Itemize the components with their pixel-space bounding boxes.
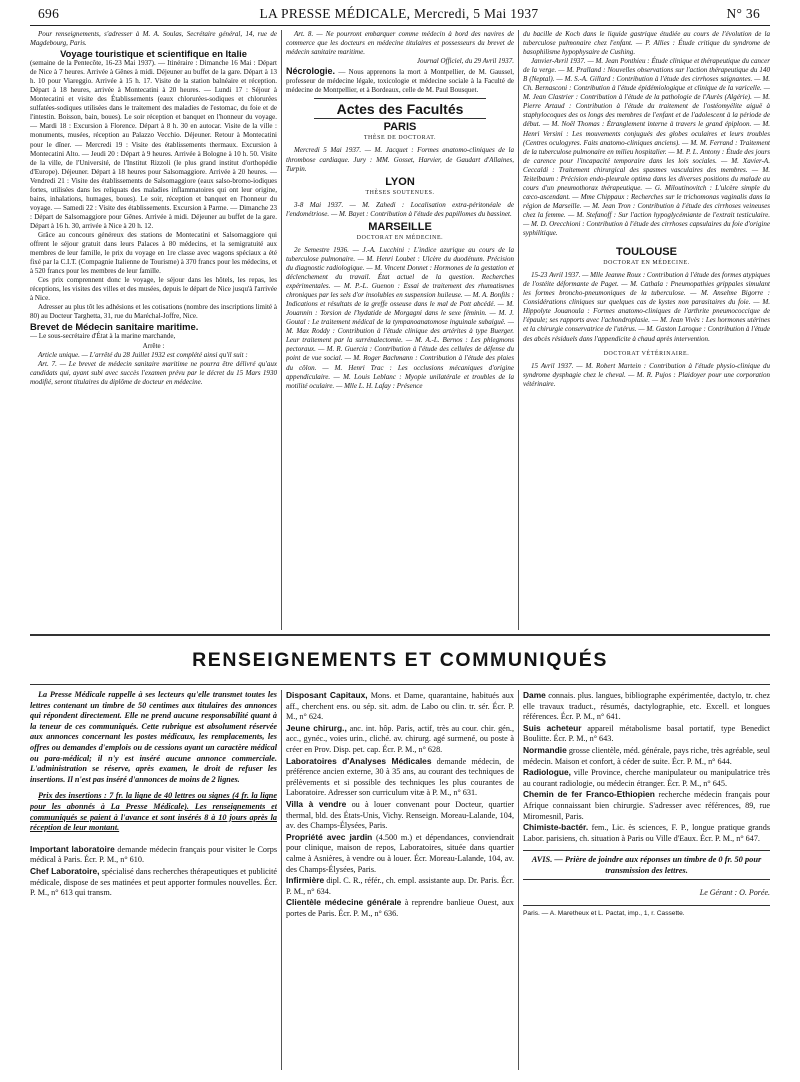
classified-ad: Important laboratoire demande médecin français pour visiter le Corps médical à Paris. Écr. P. M., n° 610. bbox=[30, 843, 277, 865]
section-banner: RENSEIGNEMENTS ET COMMUNIQUÉS bbox=[192, 649, 608, 671]
column-1 bbox=[30, 30, 277, 630]
classified-ad: Propriété avec jardin (4.500 m.) et dépendances, conviendrait pour clinique, maison de repos, Laboratoires, située dans quartier calme à Asnières, à vendre ou à louer. Écr. Moreau-Lalande, 104, av. des Champs-Élysées, Paris. bbox=[286, 831, 514, 874]
paragraph: Art. 7. — Le brevet de médecin sanitaire maritime ne pourra être délivré qu'aux candidats qui, ayant subi avec succès l'examen prévu par le décret du 15 Mars 1930 modifié, seront titulaires du diplôme de docteur en médecine. bbox=[30, 359, 277, 386]
section-title: Actes des Facultés bbox=[336, 101, 464, 118]
subheading: THÈSE DE DOCTORAT. bbox=[363, 135, 437, 142]
classified-ad: Chef Laboratoire, spécialisé dans recherches thérapeutiques et publicité médicale, dispose de ses matinées et peut apporter formules nouvelles. Écr. P. M., n° 613 qui transm. bbox=[30, 865, 277, 898]
classified-ad: Radiologue, ville Province, cherche manipulateur ou manipulatrice très au courant radiologie, ou médecin étranger. Écr. P. M., n° 645. bbox=[523, 767, 770, 788]
paragraph: — Le sous-secrétaire d'État à la marine marchande, bbox=[30, 332, 176, 341]
classified-ad: Chemin de fer Franco-Ethiopien recherche médecin français pour Afrique connaissant bien chirurgie. S'adresser avec références, 89, rue Miromesnil, Paris. bbox=[523, 789, 770, 821]
subheading: DOCTORAT EN MÉDECINE. bbox=[603, 260, 690, 267]
paragraph: Grâce au concours généreux des stations de Montecatini et Salsomaggiore qui offrent le séjour gratuit dans leurs Palaces à 80 médecins, et la semigratuité aux membres de leur famille, le prix du voyage en 1re classe avec wagons spéciaux a été fixé par la C.I.T. (Compagnie Italienne de Tourisme) à 370 francs pour les médecins, et à 520 francs pour les membres de leur famille. bbox=[30, 230, 277, 276]
paragraph: Mercredi 5 Mai 1937. — M. Jacquet : Formes anatomo-cliniques de la thrombose cardiaque. Jury : MM. Gosset, Harvier, de Gaudart d'Allaines, Turpin. bbox=[286, 146, 514, 173]
paragraph: — Nous apprenons la mort à Montpellier, de M. Gaussel, professeur de médecine légale, toxicologie et médecine sociale à la Faculté de médecine de Montpellier, et à Bordeaux, celle de M. Paul Bousquet. bbox=[286, 68, 514, 95]
classified-ad: Disposant Capitaux, Mons. et Dame, quarantaine, habitués aux aff., cherchent ens. ou sép. sit. adm. de Labo ou clin. tr. sér. Écr. P. M., n° 624. bbox=[286, 690, 514, 722]
paragraph: Pour renseignements, s'adresser à M. A. Soulas, Secrétaire général, 14, rue de Magdebourg, Paris. bbox=[30, 30, 277, 48]
divider bbox=[314, 118, 486, 119]
ads-column-3 bbox=[523, 690, 770, 1070]
notice-intro: La Presse Médicale rappelle à ses lecteurs qu'elle transmet toutes les lettres contenant un timbre de 50 centimes aux titulaires des annonces qui répondent directement. Elle ne prend aucune responsabilité quant à la teneur de ces communiqués. Cette rubrique est absolument réservée aux annonces concernant les postes médicaux, les remplacements, les offres ou demandes d'emplois ou de cessions ayant un caractère médical ou para-médical; il n'y est inséré aucune annonce commerciale. L'administration se réserve, après examen, le droit de refuser les insertions. Il n'est pas inséré d'annonces de moins de 2 lignes. bbox=[30, 690, 277, 784]
section-heading: Brevet de Médecin sanitaire maritime. bbox=[30, 321, 199, 333]
ads-column-1 bbox=[30, 690, 277, 1060]
city-heading: MARSEILLE bbox=[368, 220, 432, 233]
pricing-notice: Prix des insertions : 7 fr. la ligne de 40 lettres ou signes (4 fr. la ligne pour les abonnés à La Presse Médicale). Les renseignements et communiqués se paient à l'avance et sont insérés 8 à 10 jours après la réception de leur montant. bbox=[30, 791, 277, 833]
paragraph: (semaine de la Pentecôte, 16-23 Mai 1937). — Itinéraire : Dimanche 16 Mai : Départ de Nice à 7 heures. Arrivée à Gênes à midi. Déjeuner au buffet de la gare. Départ à 13 h. 10 pour Viareggio. Arrivée à 15 h. 17. Visite de la station balnéaire et réception. Départ à 18 heures, arrivée à Montecatini à 20 heures. — Lundi 17 : Séjour à Montecatini et visite des Établissements (eaux chlorurées-sodiques et chlorurées sulfatées-sodiques utilisées dans le traitement des maladies de l'estomac, du foie et de l'intestin. Boisson, bain, boues). Le soir réception et banquet en l'honneur du voyage. — Mardi 18 : Excursion à Florence. Départ à 8 h. 30 en autocar. Visite de la ville : monuments, musées, réception au Palazzo Vecchio. Déjeuner. Retour à Montecatini pour le dîner. — Mercredi 19 : Visite des établissements thermaux. Excursion à Montecatini Alto. — Jeudi 20 : Départ à 9 heures. Arrivée à Bologne à 10 h. 50. Visite de la ville, de l'Université, de l'Institut Rizzoli (le plus grand institut d'orthopédie d'Europe). Déjeuner. Départ à 18 heures pour Salsomaggiore. Arrivée à 20 heures. — Vendredi 21 : Visite des établissements de Salsomaggiore (eaux salso-bromo-iodiques fortes, utilisées dans les reliquats des maladies inflammatoires qui ont leur origine, bains, inhalations, humages, boues). Le soir, réception et banquet en l'honneur du voyage. — Samedi 22 : Visite des établissements. Excursion à Parme. — Dimanche 23 : Départ de Salsomaggiore pour Gênes. Arrivée à midi. Déjeuner au buffet de la gare. Départ à 16 h. 30, arrivée à Nice à 20 h. 12. bbox=[30, 59, 277, 230]
source-citation: Journal Officiel, du 29 Avril 1937. bbox=[416, 57, 514, 66]
classified-ad: Dame connais. plus. langues, bibliographe expérimentée, dactylo, tr. chez elle travaux traduct., résumés, dactylographie, etc. Excell. et longues références. Écr. P. M., n° 641. bbox=[523, 690, 770, 722]
paragraph: 2e Semestre 1936. — J.-A. Lucchini : L'indice azurique au cours de la tuberculose pulmonaire. — M. Henri Loubet : Ulcère du duodénum. Précision du diagnostic radiologique. — M. Vincent Donnet : Hormones de la gestation et déclenchement du travail. État actuel de la question. Recherches expérimentales. — M. P.-L. Guenon : Essai de traitement des rhumatismes chroniques par les sels d'or insolubles en suspension huileuse. — M. A. Bonfils : Indications et résultats de la greffe osseuse dans le mal de Pott abcédé. — M. Jouannin : Torsion de l'hydatide de Morgagni dans le sexe féminin. — M. J. Goutal : Le traitement médical de la tympanoanatomose inguinale subaiguë. — M. Max Roddy : Contribution à l'étude clinique des artérites à type Buerger. Leur traitement par la surrénalectomie. — M. A.-L. Bernos : Les phlegmons pectoraux. — M. R. Guercia : Contribution à l'étude des cellules de défense du point de vue social. — M. Roger Bachmann : Contribution à l'étude des plaies du côlon. — M. Henri Trac : Les occlusions mécaniques d'origine appendiculaire. — M. Louis Leblanc : Myopie unilatérale et troubles de la motilité oculaire. — Mlle L. H. Lafay : Présence bbox=[286, 245, 514, 390]
classified-ad: Villa à vendre ou à louer convenant pour Docteur, quartier thermal, bld. des États-Unis, Vichy. Renseign. Moreau-Lalande, 104, av. des Champs-Élysées, Paris. bbox=[286, 798, 514, 831]
paragraph: Arrête : bbox=[142, 341, 165, 350]
paragraph: 3-8 Mai 1937. — M. Zahedi : Localisation extra-péritonéale de l'endométriose. — M. Bayet : Contribution à l'étude des papillomes du bassinet. bbox=[286, 200, 514, 218]
paragraph: 15 Avril 1937. — M. Robert Martein : Contribution à l'étude physio-clinique du syndrome dysphagie chez le cheval. — M. R. Pujos : Plaidoyer pour une corporation vétérinaire. bbox=[523, 361, 770, 388]
paragraph: Janvier-Avril 1937. — M. Jean Ponthieu : Étude clinique et thérapeutique du cancer de la verge. — M. Pralland : Nouvelles observations sur l'action thérapeutique du 140 B (Neptal). — M. S.-A. Gillard : Contribution à l'étude des cirrhoses saignantes. — M. Ch. Bernasconi : Contribution à l'étude épidémiologique et clinique de la varicelle. — M. Jean Clastrier : Contribution à l'étude de la pathologie de l'Aurès (Algérie). — M. Pierre Artaud : Contribution à l'étude du traitement de l'ostéomyélite aiguë à staphylocoques des os longs des membres de l'enfant et de l'adolescent à la période de début. — M. Noël Thomas : Étranglement interne à travers le grand épiploon. — M. Henri Versini : Les mouvements conjugués des globes oculaires et leurs troubles (Centres oculogyres. Faits anatomo-cliniques anciens). — M. M. Ferrand : Traitement de la tuberculose pulmonaire en milieu hospitalier. — M. P. L. Antony : Étude des jours de carence pour l'incapacité temporaire dans les lois sociales. — M. Xavier-A. Ceccaldi : Traitement chirurgical des spasmes vasculaires des membres. — M. Teitelbaum : Précision endo-pleurale optima dans les diverses positions du malade au cours d'un pneumothorax thérapeutique. — G. Miloutinovitch : L'ulcère simple du cæco-ascendant. — Mme Chippaux : Recherches sur le trichomonas vaginalis dans la région de Marseille. — M. Jean Tron : Contribution à l'étude des cirrhoses veineuses chez la femme. — M. Stefanoff : Sur l'action hypoglycémiante de l'extrait testiculaire. — M. D. Orecchioni : Contribution à l'étude des cirrhoses capsulaires du foie d'origine syphilitique. bbox=[523, 57, 770, 238]
classified-ad: Jeune chirurg., anc. int. hôp. Paris, actif, très au cour. chir. gén., acc., gynéc., voies urin., cliché. av. chirurg. agé surmené, ou poste à créer en Prov. Disp. pet. cap. Écr. P. M., n° 628. bbox=[286, 722, 514, 754]
city-heading: PARIS bbox=[383, 121, 417, 134]
gerant-signature: Le Gérant : O. Porée. bbox=[699, 888, 770, 898]
paragraph: Article unique. — L'arrêté du 28 Juillet 1932 est complété ainsi qu'il suit : bbox=[38, 350, 248, 359]
section-heading: Voyage touristique et scientifique en Italie bbox=[60, 48, 247, 60]
column-2 bbox=[286, 30, 514, 630]
column-3 bbox=[523, 30, 770, 630]
column-divider bbox=[518, 690, 519, 1070]
column-divider bbox=[281, 30, 282, 630]
section-heading: Nécrologie. bbox=[286, 66, 336, 77]
classified-ad: Chimiste-bactér. fem., Lic. ès sciences, F. P., longue pratique grands Labor. parisiens, ch. situation à Paris ou Ville d'Eaux. Écr. P. M., n° 647. bbox=[523, 822, 770, 843]
city-heading: TOULOUSE bbox=[616, 246, 677, 259]
page-number: 696 bbox=[38, 6, 60, 21]
journal-title: LA PRESSE MÉDICALE, Mercredi, 5 Mai 1937 bbox=[259, 6, 539, 21]
avis-notice: AVIS. — Prière de joindre aux réponses un timbre de 0 fr. 50 pour transmission des lettres. bbox=[523, 850, 770, 880]
classified-ad: Clientèle médecine générale à reprendre banlieue Ouest, aux portes de Paris. Écr. P. M., n° 636. bbox=[286, 897, 514, 918]
classified-ad: Suis acheteur appareil métabolisme basal portatif, type Benedict Boulitte. Écr. P. M., n° 643. bbox=[523, 722, 770, 744]
section-rule bbox=[30, 684, 770, 685]
paragraph: 15-23 Avril 1937. — Mlle Jeanne Roux : Contribution à l'étude des formes atypiques de l'ostéite déformante de Paget. — M. Cathala : Pneumopathies grippales simulant les formes broncho-pneumoniques de la tuberculose. — M. Anselme Bigorre : Considérations cliniques sur quelques cas de kystes non parasitaires du foie. — M. Hippolyte Jouanoula : Formes anatomo-cliniques de l'arthrite pneumococcique de l'épaule; ses rapports avec l'achondroplasie. — M. Jean Vivès : Les hormones utérines et la chirurgie conservatrice de l'utérus. — M. Gaston Laroque : Contribution à l'étude des abcès résiduels dans l'appendicite à chaud après intervention. bbox=[523, 271, 770, 343]
printer-imprint: Paris. — A. Maretheux et L. Pactat, imp., 1, r. Cassette. bbox=[523, 905, 770, 920]
classified-ad: Infirmière dipl. C. R., référ., ch. empl. assistante aup. Dr. Paris. Écr. P. M., n° 634. bbox=[286, 875, 514, 896]
paragraph: Art. 8. — Ne pourront embarquer comme médecin à bord des navires de commerce que les docteurs en médecine titulaires et possesseurs du brevet de médecin sanitaire maritime. bbox=[286, 30, 514, 57]
city-heading: LYON bbox=[385, 175, 415, 188]
subheading: DOCTORAT EN MÉDECINE. bbox=[356, 234, 444, 241]
ads-column-2 bbox=[286, 690, 514, 1070]
subheading: THÈSES SOUTENUES. bbox=[365, 189, 435, 196]
paragraph: Ces prix comprennent donc le voyage, le séjour dans les hôtels, les repas, les réceptions, les visites des villes et des musées, depuis le départ de Nice jusqu'à l'arrivée à Nice. bbox=[30, 276, 277, 303]
section-rule bbox=[30, 634, 770, 636]
subheading: DOCTORAT VÉTÉRINAIRE. bbox=[603, 350, 690, 357]
header-rule bbox=[30, 25, 770, 26]
paragraph: Adresser au plus tôt les adhésions et les cotisations (nombre des inscriptions limité à 80) au Docteur Targhetta, 31, rue du Maréchal-Joffre, Nice. bbox=[30, 303, 277, 321]
divider bbox=[314, 98, 486, 99]
classified-ad: Normandie grosse clientèle, méd. générale, pays riche, très agréable, seul médecin. Maison et confort, à céder de suite. Écr. P. M., n° 644. bbox=[523, 744, 770, 766]
paragraph: du bacille de Koch dans le liquide gastrique étudiée au cours de l'évolution de la tuberculose pulmonaire chez l'enfant. — P. Allies : Étude critique du syndrome de basophilisme hypophysaire de Cushing. bbox=[523, 30, 770, 57]
column-divider bbox=[281, 690, 282, 1070]
classified-ad: Laboratoires d'Analyses Médicales demande médecin, de préférence ancien externe, 30 à 35 ans, au courant des techniques de prélèvements et si possible des techniques les plus courantes de Laboratoire. Adresser son curriculum vitæ à P. M., n° 631. bbox=[286, 755, 514, 798]
column-divider bbox=[518, 30, 519, 630]
issue-number: N° 36 bbox=[726, 6, 760, 21]
page-header bbox=[38, 4, 760, 26]
